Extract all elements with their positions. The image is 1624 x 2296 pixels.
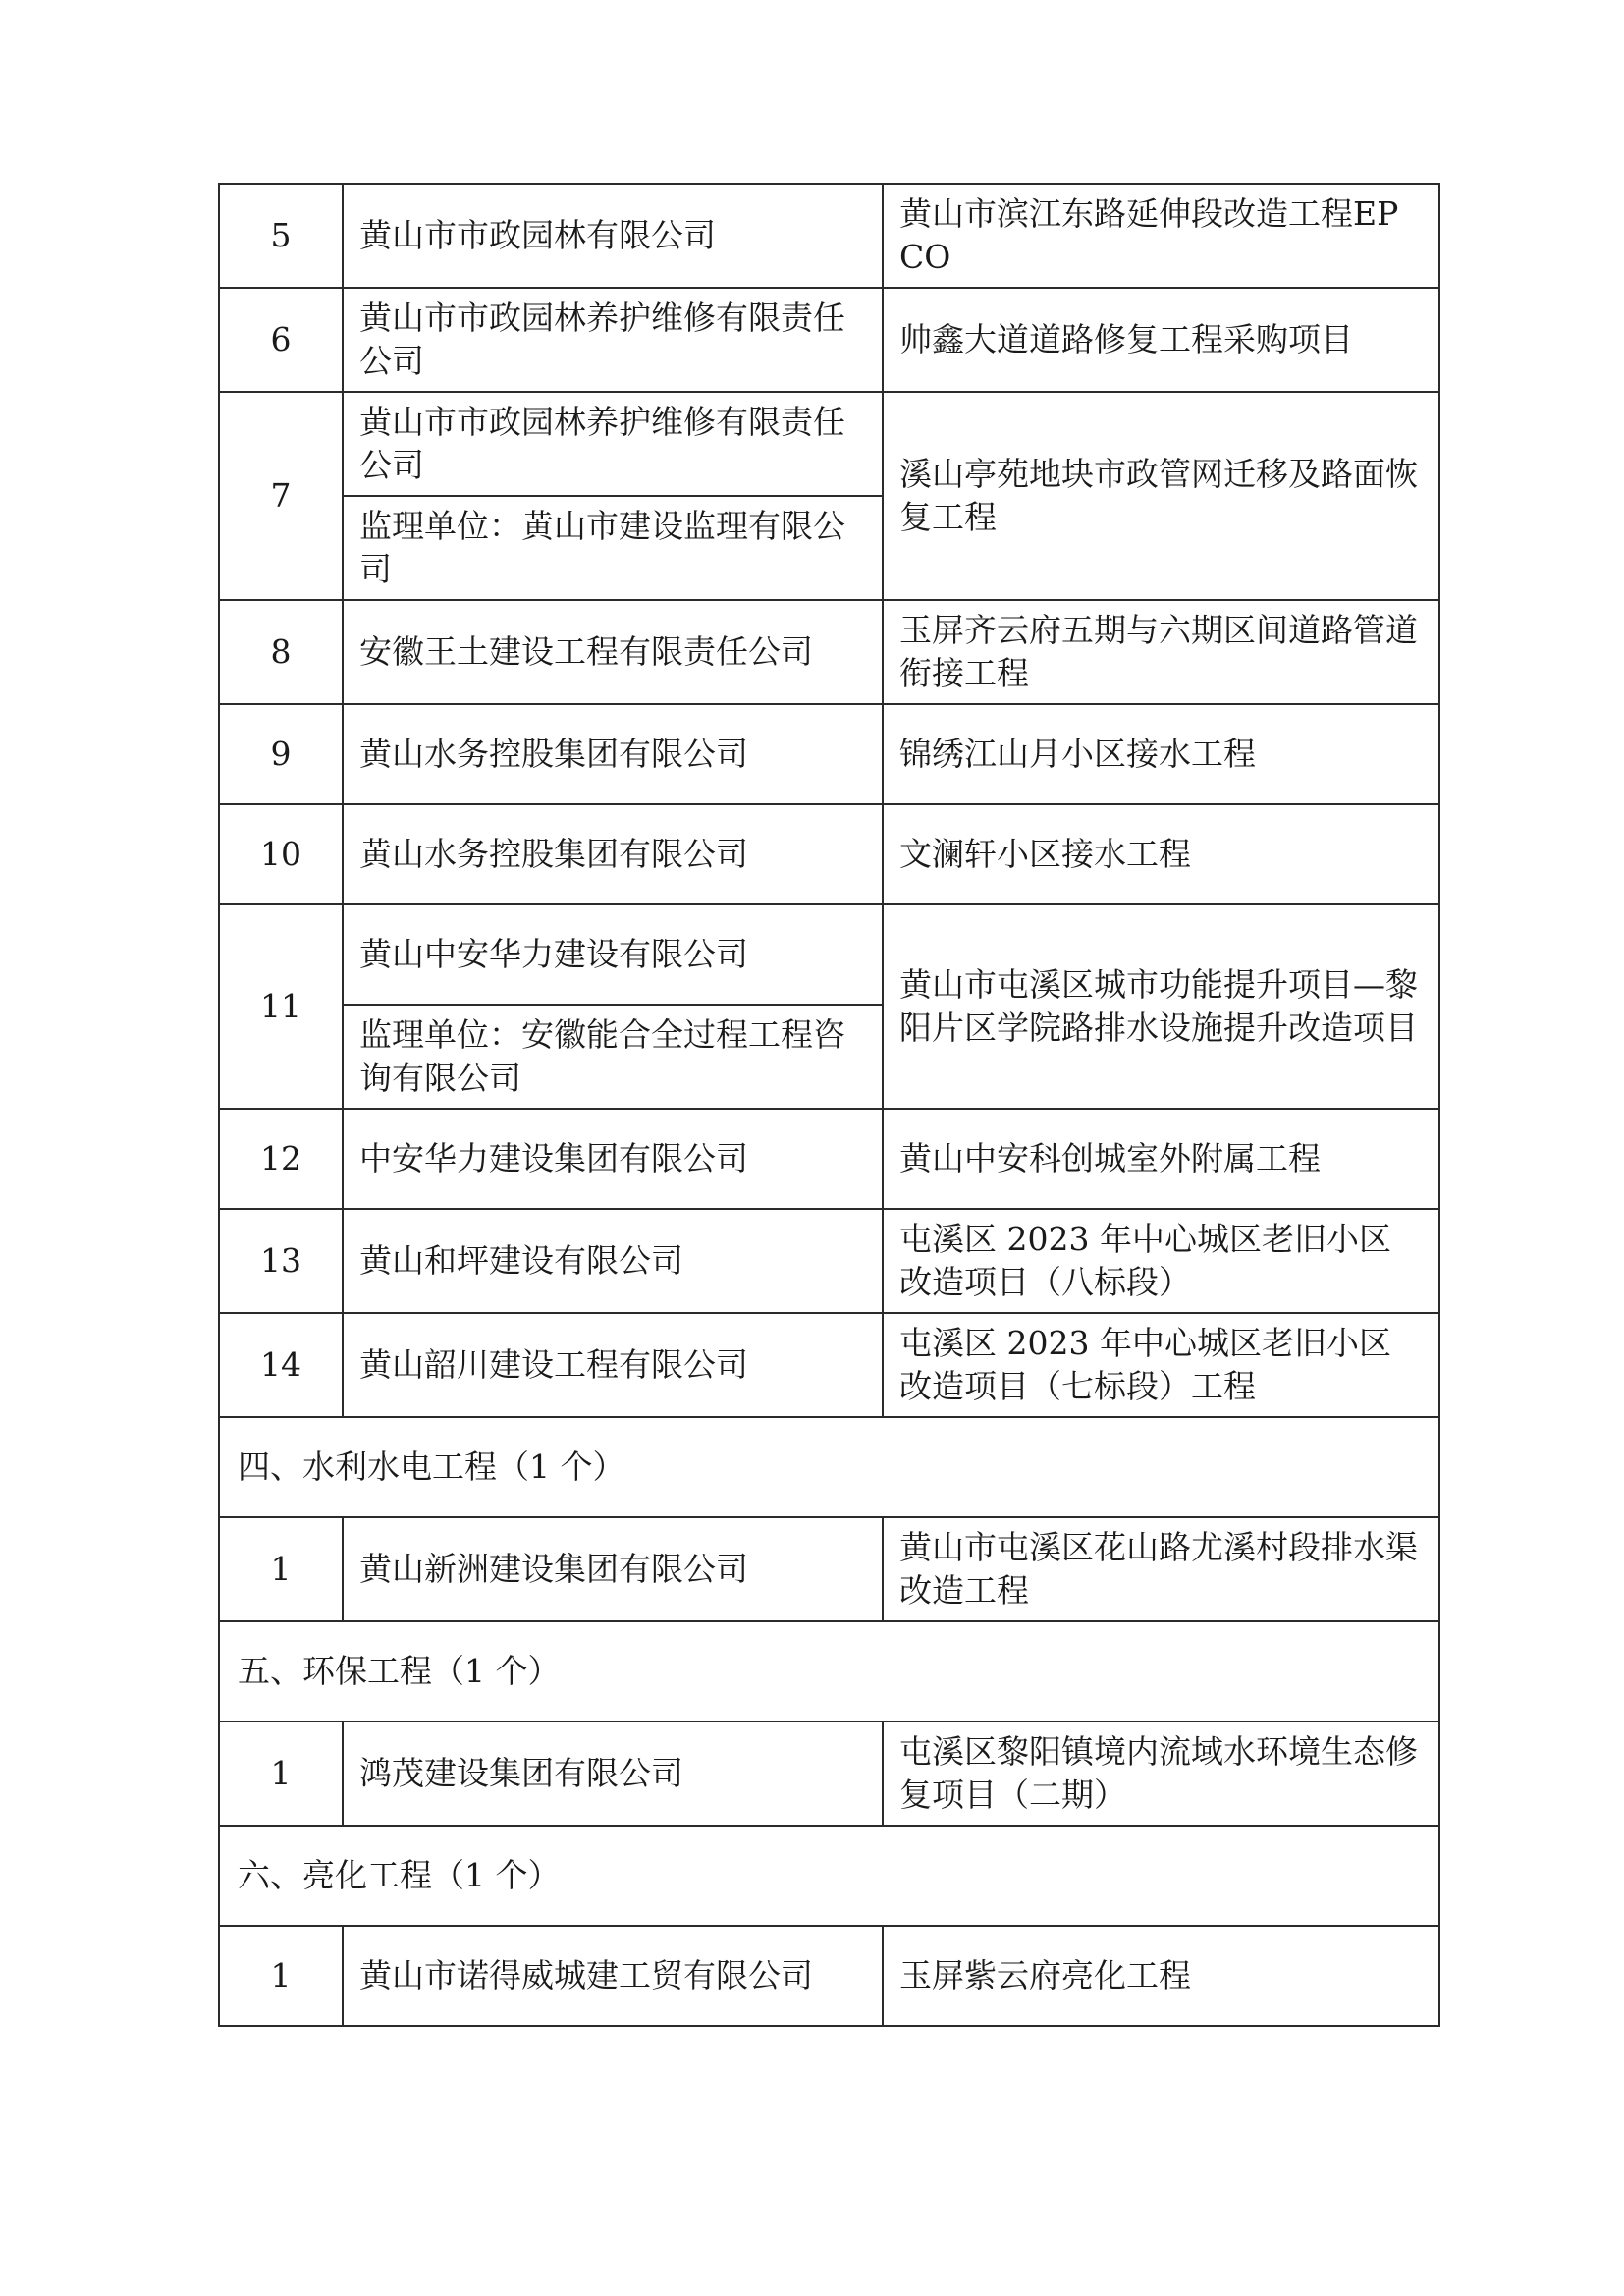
company-name: 黄山市市政园林有限公司: [343, 184, 883, 288]
table-row: [219, 1926, 1439, 2026]
row-number: 1: [219, 1517, 343, 1621]
table-row: [219, 1209, 1439, 1313]
row-number: 5: [219, 184, 343, 288]
project-name: 黄山市屯溪区花山路尤溪村段排水渠改造工程: [883, 1517, 1439, 1621]
table-row: [219, 392, 1439, 496]
company-name: 黄山水务控股集团有限公司: [343, 804, 883, 904]
table-row: [219, 804, 1439, 904]
row-number: 6: [219, 288, 343, 392]
company-name: 黄山中安华力建设有限公司: [343, 904, 883, 1005]
project-name: 屯溪区 2023 年中心城区老旧小区改造项目（八标段）: [883, 1209, 1439, 1313]
section-header-row: [219, 1621, 1439, 1722]
row-number: 8: [219, 600, 343, 704]
table-row: [219, 184, 1439, 288]
company-name: 黄山韶川建设工程有限公司: [343, 1313, 883, 1417]
section-title: 五、环保工程（1 个）: [219, 1621, 1439, 1722]
project-name: 文澜轩小区接水工程: [883, 804, 1439, 904]
row-number: 9: [219, 704, 343, 804]
row-number: 14: [219, 1313, 343, 1417]
project-name: 玉屏紫云府亮化工程: [883, 1926, 1439, 2026]
table-row: [219, 600, 1439, 704]
company-name: 黄山水务控股集团有限公司: [343, 704, 883, 804]
supervisor-name: 监理单位：安徽能合全过程工程咨询有限公司: [343, 1005, 883, 1109]
project-name: 黄山中安科创城室外附属工程: [883, 1109, 1439, 1209]
project-name: 黄山市滨江东路延伸段改造工程EPCO: [883, 184, 1439, 288]
project-list-table: [218, 183, 1440, 2027]
company-name: 黄山市诺得威城建工贸有限公司: [343, 1926, 883, 2026]
supervisor-name: 监理单位：黄山市建设监理有限公司: [343, 496, 883, 600]
table-row: [219, 1722, 1439, 1826]
row-number: 1: [219, 1926, 343, 2026]
project-name: 帅鑫大道道路修复工程采购项目: [883, 288, 1439, 392]
table-row: [219, 1109, 1439, 1209]
project-name: 锦绣江山月小区接水工程: [883, 704, 1439, 804]
table-row: [219, 288, 1439, 392]
row-number: 11: [219, 904, 343, 1109]
project-name: 屯溪区黎阳镇境内流域水环境生态修复项目（二期）: [883, 1722, 1439, 1826]
company-name: 黄山和坪建设有限公司: [343, 1209, 883, 1313]
company-name: 安徽王土建设工程有限责任公司: [343, 600, 883, 704]
table-row: [219, 704, 1439, 804]
row-number: 10: [219, 804, 343, 904]
section-title: 六、亮化工程（1 个）: [219, 1826, 1439, 1926]
project-name: 玉屏齐云府五期与六期区间道路管道衔接工程: [883, 600, 1439, 704]
company-name: 中安华力建设集团有限公司: [343, 1109, 883, 1209]
table-row: [219, 1313, 1439, 1417]
row-number: 12: [219, 1109, 343, 1209]
section-title: 四、水利水电工程（1 个）: [219, 1417, 1439, 1517]
company-name: 鸿茂建设集团有限公司: [343, 1722, 883, 1826]
table-row: [219, 904, 1439, 1005]
section-header-row: [219, 1417, 1439, 1517]
row-number: 13: [219, 1209, 343, 1313]
row-number: 7: [219, 392, 343, 600]
company-name: 黄山市市政园林养护维修有限责任公司: [343, 392, 883, 496]
project-name: 溪山亭苑地块市政管网迁移及路面恢复工程: [883, 392, 1439, 600]
company-name: 黄山市市政园林养护维修有限责任公司: [343, 288, 883, 392]
section-header-row: [219, 1826, 1439, 1926]
project-name: 黄山市屯溪区城市功能提升项目—黎阳片区学院路排水设施提升改造项目: [883, 904, 1439, 1109]
row-number: 1: [219, 1722, 343, 1826]
project-name: 屯溪区 2023 年中心城区老旧小区改造项目（七标段）工程: [883, 1313, 1439, 1417]
company-name: 黄山新洲建设集团有限公司: [343, 1517, 883, 1621]
table-row: [219, 1517, 1439, 1621]
